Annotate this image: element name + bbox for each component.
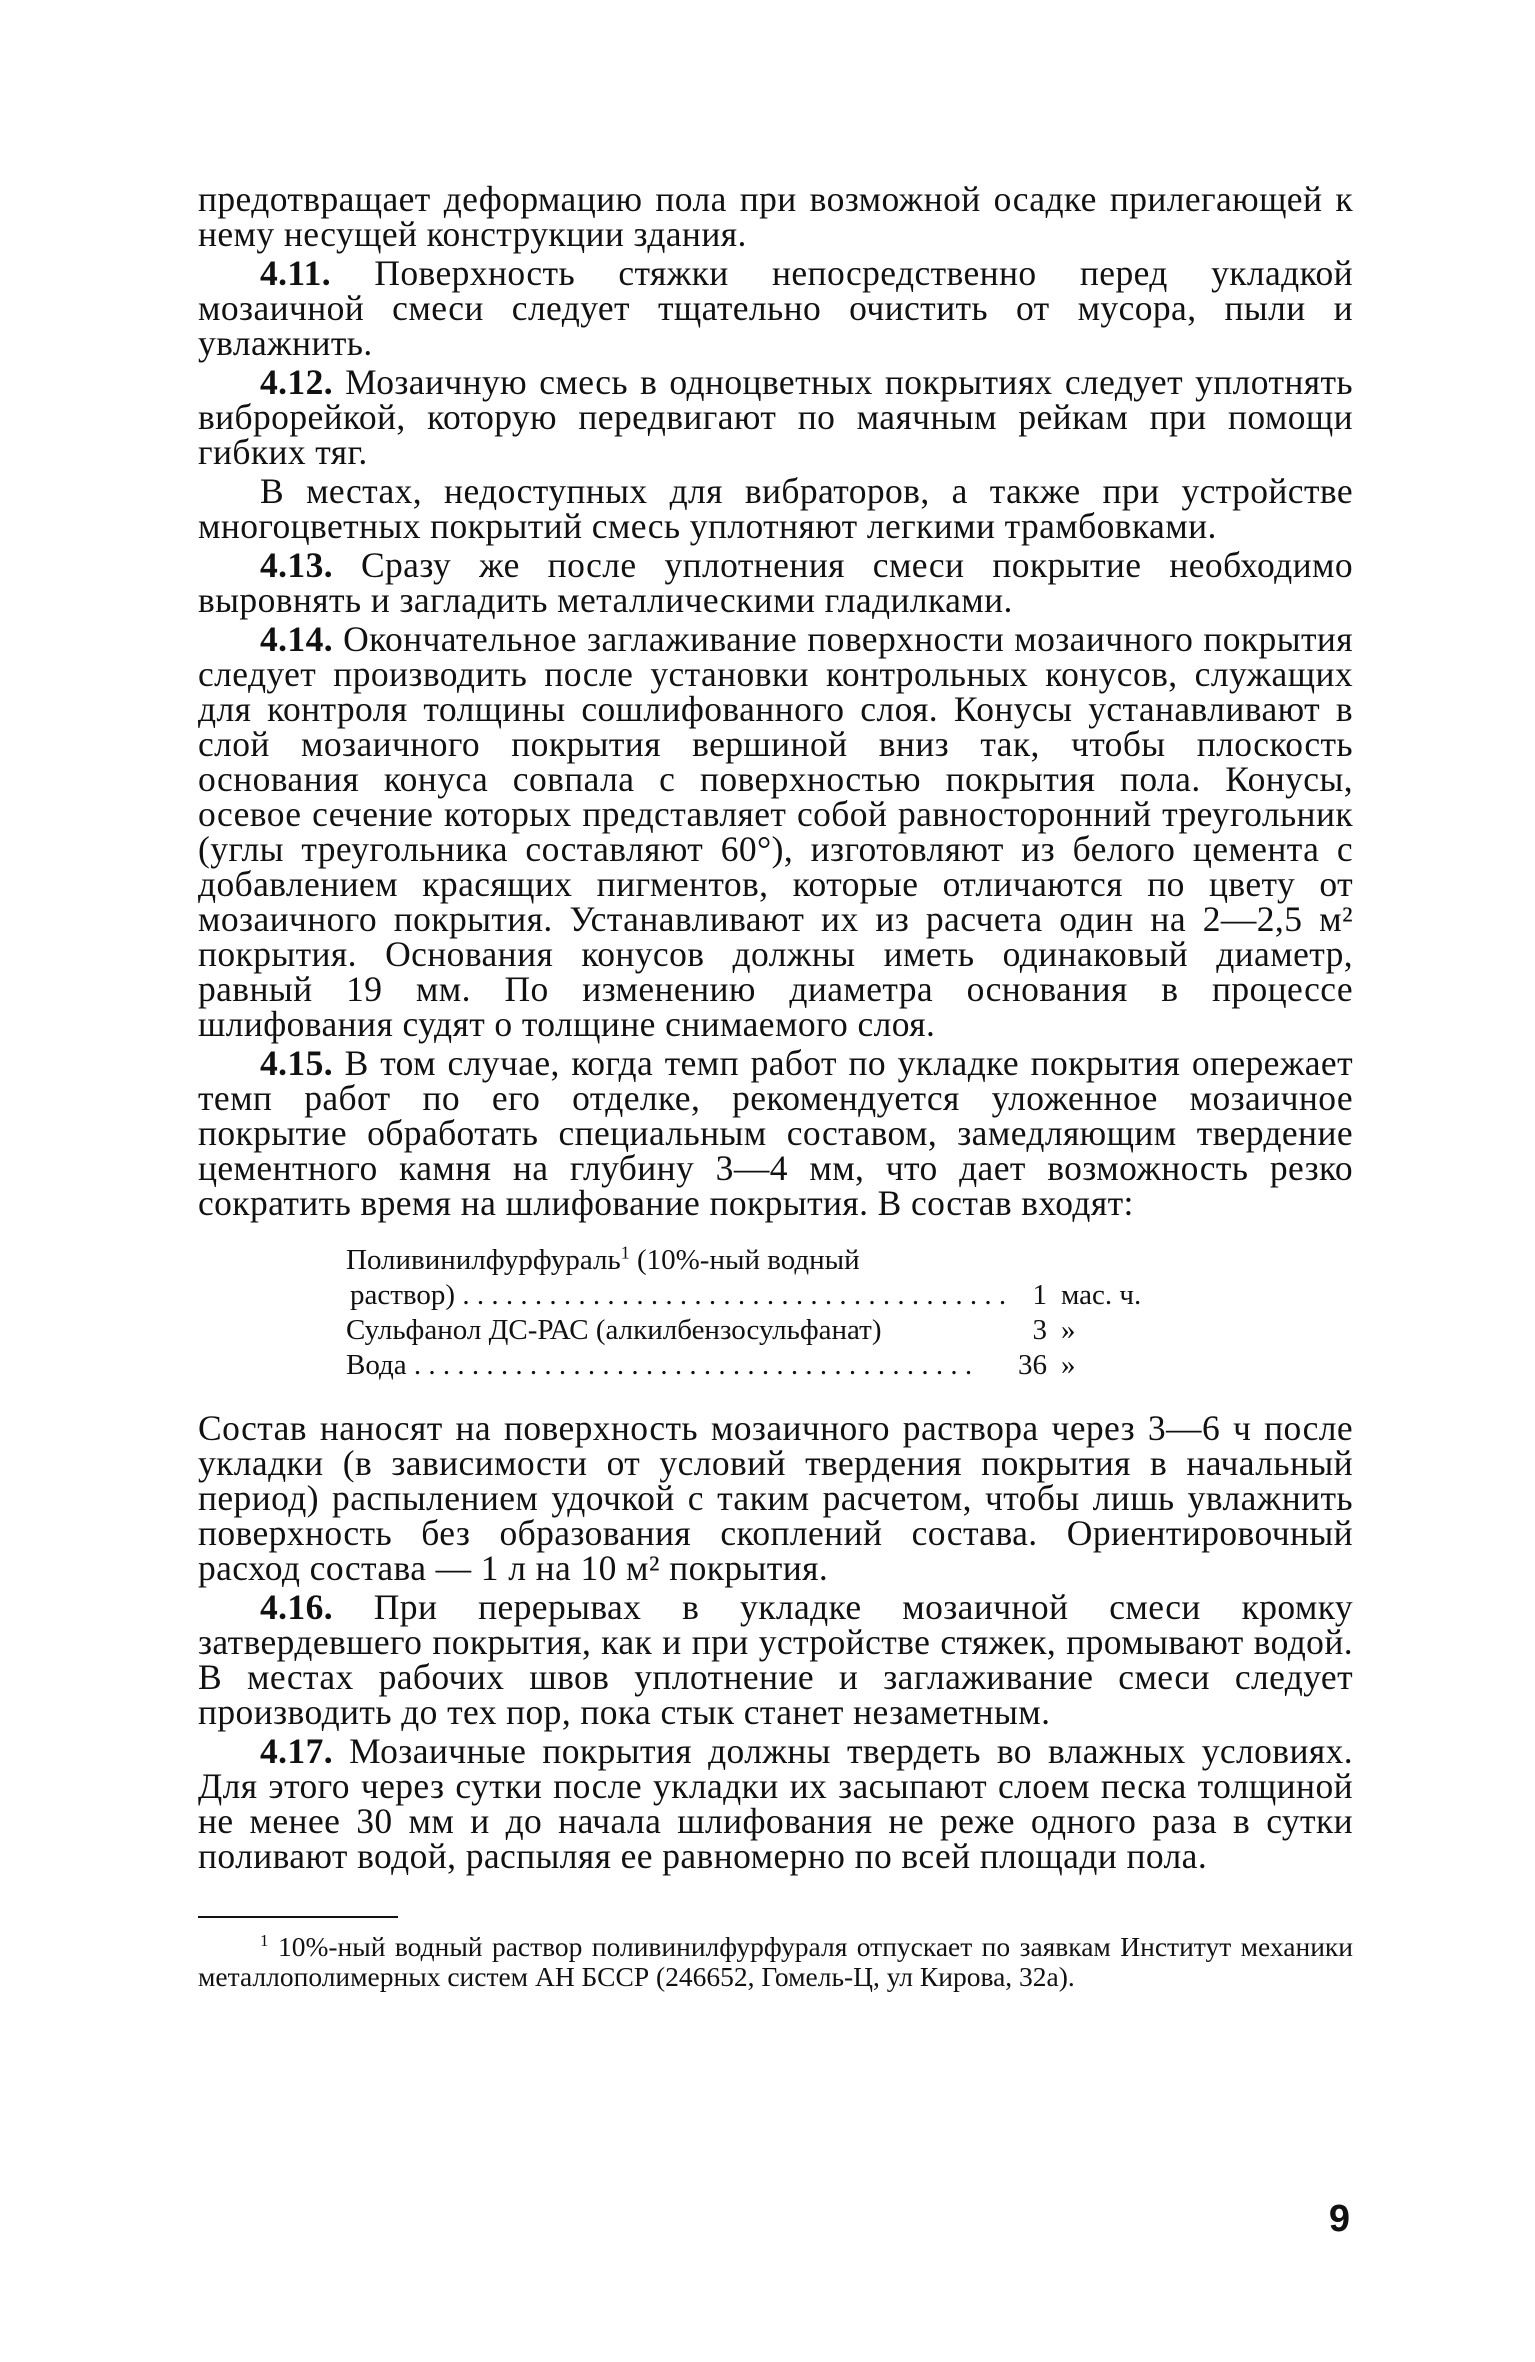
- paragraph-4-13: [198, 545, 1353, 620]
- footnote-marker: 1: [260, 1930, 269, 1950]
- clause-number: 4.16.: [260, 1587, 333, 1627]
- composition-list: [346, 1243, 1176, 1383]
- composition-item-name: Вода . . .: [346, 1348, 1011, 1383]
- paragraph-4-12-cont: [198, 471, 1353, 546]
- paragraph-text: Состав наносят на поверхность мозаичного раствора через 3—6 ч после укладки (в зависимости от условий твердения покрытия в начальный период) распылением удочкой с таким расчетом, чтобы лишь увлажнить поверхность без образования скоплений состава. Ориентировочный расход состава — 1 л на 10 м² покрытия.: [198, 1408, 1353, 1588]
- composition-item: [346, 1243, 1176, 1278]
- paragraph-4-17: [198, 1731, 1353, 1876]
- footnote-reference: 1: [620, 1243, 630, 1263]
- paragraph-text: Мозаичную смесь в одноцветных покрытиях следует уплотнять виброрейкой, которую передвигают по маячным рейкам при помощи гибких тяг.: [198, 362, 1354, 472]
- composition-unit: »: [1061, 1349, 1076, 1381]
- composition-item-name: [346, 1243, 1176, 1278]
- paragraph-text: При перерывах в укладке мозаичной смеси кромку затвердевшего покрытия, как и при устройстве стяжек, промывают водой. В местах рабочих швов уплотнение и заглаживание смеси следует производить до тех пор, пока стык станет незаметным.: [198, 1587, 1353, 1732]
- composition-item-name-text: Поливинилфурфураль: [346, 1244, 621, 1276]
- paragraph-text: Окончательное заглаживание поверхности мозаичного покрытия следует производить после установки контрольных конусов, служащих для контроля толщины сошлифованного слоя. Конусы устанавливают в слой мозаичного покрытия вершиной вниз так, чтобы плоскость основания конуса совпала с поверхностью покрытия пола. Конусы, осевое сечение которых представляет собой равносторонний треугольник (углы треугольника составляют 60°), изготовляют из белого цемента с добавлением красящих пигментов, которые отличаются по цвету от мозаичного покрытия. Устанавливают их из расчета один на 2—2,5 м² покрытия. Основания конусов должны иметь одинаковый диаметр, равный 19 мм. По изменению диаметра основания в процессе шлифования судят о толщине снимаемого слоя.: [198, 619, 1354, 1044]
- footnote-divider: [198, 1916, 398, 1918]
- composition-item: [346, 1313, 1176, 1348]
- clause-number: 4.13.: [260, 545, 333, 585]
- composition-item-name-text: (10%-ный водный: [629, 1244, 860, 1276]
- clause-number: 4.12.: [260, 362, 333, 402]
- footnote: [198, 1932, 1353, 1992]
- composition-amount: 3: [1032, 1314, 1047, 1346]
- paragraph-4-15: [198, 1043, 1353, 1223]
- clause-number: 4.15.: [260, 1043, 333, 1083]
- paragraph-text: Сразу же после уплотнения смеси покрытие необходимо выровнять и загладить металлическими гладилками.: [198, 545, 1353, 620]
- paragraph-text: Мозаичные покрытия должны твердеть во влажных условиях. Для этого через сутки после укладки их засыпают слоем песка толщиной не менее 30 мм и до начала шлифования не реже одного раза в сутки поливают водой, распыляя ее равномерно по всей площади пола.: [198, 1731, 1353, 1876]
- composition-amount: 36: [1018, 1349, 1047, 1381]
- composition-unit: мас. ч.: [1061, 1279, 1142, 1311]
- paragraph-4-11: [198, 253, 1353, 363]
- clause-number: 4.17.: [260, 1731, 333, 1771]
- footnote-text: 10%-ный водный раствор поливинилфурфураля отпускает по заявкам Институт механики металлополимерных систем АН БССР (246652, Гомель-Ц, ул Кирова, 32а).: [198, 1931, 1353, 1992]
- paragraph-4-12: [198, 362, 1354, 472]
- composition-item-cont: [346, 1278, 1176, 1313]
- composition-amount: 1: [1032, 1279, 1047, 1311]
- composition-unit: »: [1061, 1314, 1076, 1346]
- composition-item-name: Сульфанол ДС-РАС (алкилбензосульфанат): [346, 1314, 882, 1346]
- paragraph-text: Поверхность стяжки непосредственно перед укладкой мозаичной смеси следует тщательно очистить от мусора, пыли и увлажнить.: [198, 253, 1353, 363]
- page-number: 9: [1328, 2198, 1350, 2240]
- paragraph-4-16: [198, 1587, 1353, 1732]
- page-body: [198, 179, 1354, 1992]
- clause-number: 4.11.: [260, 253, 332, 293]
- composition-item-name: раствор) . . .: [346, 1278, 1011, 1313]
- paragraph-continuation: [198, 179, 1353, 254]
- paragraph-4-14: [198, 619, 1354, 1044]
- paragraph-4-15-cont: [198, 1408, 1353, 1588]
- composition-item: [346, 1348, 1176, 1383]
- paragraph-text: В местах, недоступных для вибраторов, а также при устройстве многоцветных покрытий смесь уплотняют легкими трамбовками.: [198, 471, 1353, 546]
- clause-number: 4.14.: [260, 619, 333, 659]
- paragraph-text: предотвращает деформацию пола при возможной осадке прилегающей к нему несущей конструкции здания.: [198, 179, 1353, 254]
- paragraph-text: В том случае, когда темп работ по укладке покрытия опережает темп работ по его отделке, рекомендуется уложенное мозаичное покрытие обработать специальным составом, замедляющим твердение цементного камня на глубину 3—4 мм, что дает возможность резко сократить время на шлифование покрытия. В состав входят:: [198, 1043, 1353, 1223]
